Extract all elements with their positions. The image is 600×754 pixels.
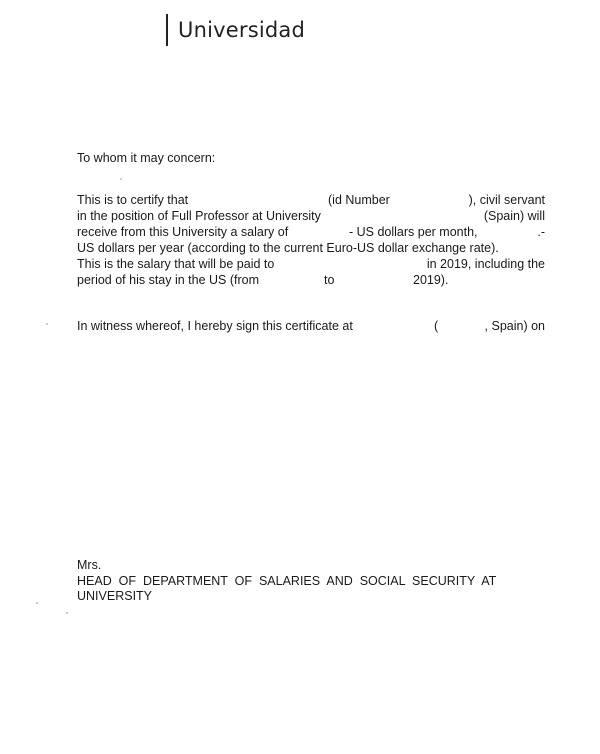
signatory-title: Mrs.	[77, 558, 102, 572]
text-segment: This is the salary that will be paid to	[77, 257, 275, 271]
paragraph-line-4	[77, 240, 545, 256]
text-segment: ), civil servant	[468, 193, 545, 207]
witness-paragraph	[77, 318, 545, 334]
university-logo-text: Universidad	[178, 18, 306, 42]
text-segment: 2019).	[413, 273, 449, 287]
salutation: To whom it may concern:	[77, 151, 216, 165]
text-segment: (id Number	[328, 193, 390, 207]
paragraph-line-3	[77, 224, 545, 240]
text-segment: to	[324, 273, 335, 287]
text-segment: , Spain) on	[484, 319, 545, 333]
text-segment: US dollars per year (according to the current Euro-US dollar exchange rate).	[77, 241, 499, 255]
scan-speck	[36, 602, 38, 604]
text-segment: This is to certify that	[77, 193, 189, 207]
signatory-position-line-2: UNIVERSITY	[77, 589, 153, 603]
scan-speck	[66, 612, 68, 614]
text-segment: In witness whereof, I hereby sign this certificate at	[77, 319, 353, 333]
paragraph-line-5	[77, 256, 545, 272]
text-segment: in the position of Full Professor at University	[77, 209, 321, 223]
text-segment: period of his stay in the US (from	[77, 273, 260, 287]
scan-speck	[120, 178, 122, 180]
text-segment: receive from this University a salary of	[77, 225, 289, 239]
text-segment: .-	[537, 225, 545, 239]
signatory-position: HEAD OF DEPARTMENT OF SALARIES AND SOCIAL SECURITY AT	[77, 574, 497, 588]
text-segment: (	[434, 319, 439, 333]
text-segment: (Spain) will	[483, 209, 545, 223]
scan-speck	[46, 323, 48, 325]
paragraph-line-6	[77, 272, 545, 288]
logo-divider	[166, 14, 168, 46]
paragraph-line-2	[77, 208, 545, 224]
text-segment: in 2019, including the	[426, 257, 545, 271]
text-segment: - US dollars per month,	[349, 225, 478, 239]
paragraph-line-1	[77, 192, 545, 208]
